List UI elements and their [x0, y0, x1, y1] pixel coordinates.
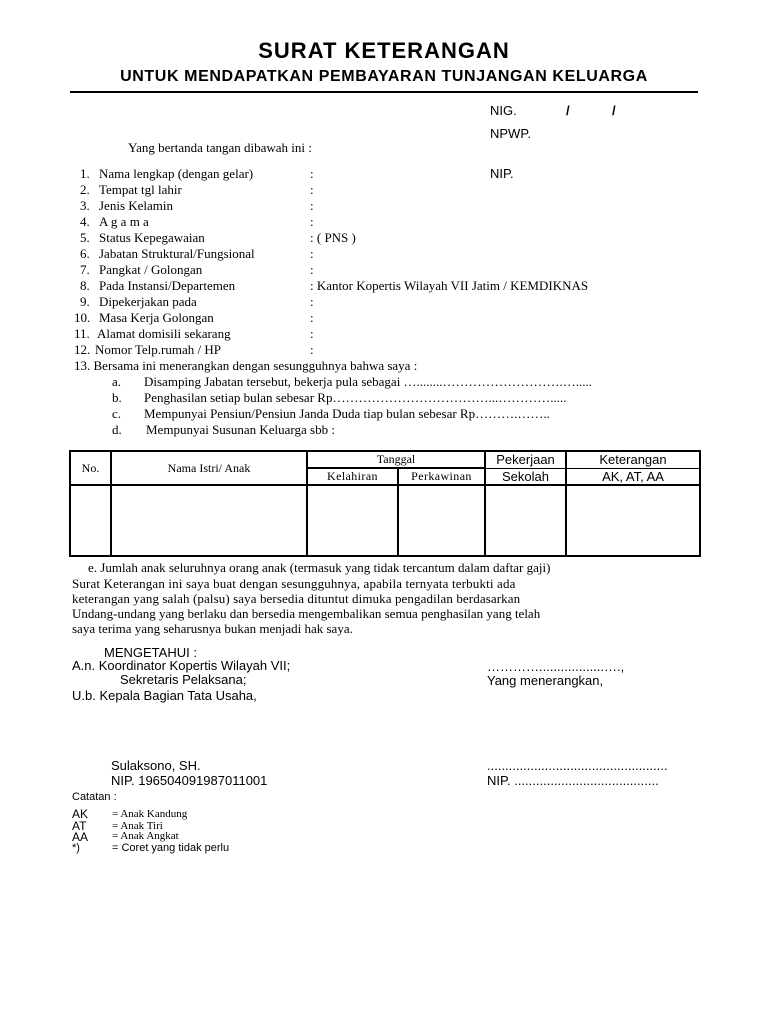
field-value: :: [310, 294, 314, 309]
nig-slash-2: /: [612, 103, 616, 118]
sub-item-letter: d.: [112, 422, 122, 437]
field-label: Pangkat / Golongan: [99, 262, 203, 277]
table-cell[interactable]: [398, 485, 485, 556]
declarant-role: Yang menerangkan,: [487, 673, 604, 688]
col-header-perkawinan: Perkawinan: [398, 468, 485, 485]
sub-item-letter: b.: [112, 390, 122, 405]
field-num: 5.: [80, 230, 90, 245]
col-header-tanggal: Tanggal: [307, 451, 485, 468]
notes-heading: Catatan :: [72, 791, 117, 803]
field-num: 12.: [74, 342, 91, 357]
note-desc: = Coret yang tidak perlu: [112, 842, 230, 854]
field-value: :: [310, 182, 314, 197]
field-value: :: [310, 166, 314, 181]
field-num: 4.: [80, 214, 90, 229]
field-value: :: [310, 342, 314, 357]
family-composition-table: [69, 450, 701, 557]
field-num: 6.: [80, 246, 90, 261]
signatory-line-1: A.n. Koordinator Kopertis Wilayah VII;: [72, 658, 291, 673]
document-title: SURAT KETERANGAN: [258, 38, 510, 63]
closing-line: Surat Keterangan ini saya buat dengan sesungguhnya, apabila ternyata terbukti ada: [72, 576, 516, 591]
npwp-label: NPWP.: [490, 126, 531, 141]
col-header-sekolah: Sekolah: [485, 468, 566, 485]
col-header-kelahiran: Kelahiran: [307, 468, 398, 485]
signatory-line-2: Sekretaris Pelaksana;: [120, 672, 247, 687]
signatory-name: Sulaksono, SH.: [111, 758, 201, 773]
field-num: 7.: [80, 262, 90, 277]
jumlah-anak-text: e. Jumlah anak seluruhnya orang anak (termasuk yang tidak tercantum dalam daftar gaji): [88, 560, 551, 575]
closing-line: Undang-undang yang berlaku dan bersedia mengembalikan semua penghasilan yang telah: [72, 606, 541, 621]
field-value: :: [310, 326, 314, 341]
field-value: : Kantor Kopertis Wilayah VII Jatim / KEMDIKNAS: [310, 278, 589, 293]
table-cell[interactable]: [111, 485, 307, 556]
nig-slash-1: /: [566, 103, 570, 118]
sub-item-text: Disamping Jabatan tersebut, bekerja pula sebagai …........……………………….….....: [144, 374, 593, 389]
field-num: 11.: [74, 326, 90, 341]
field-num: 3.: [80, 198, 90, 213]
field-value: :: [310, 310, 314, 325]
field-value: :: [310, 262, 314, 277]
field-num: 2.: [80, 182, 90, 197]
col-header-pekerjaan: Pekerjaan: [485, 451, 566, 468]
signatory-nip: NIP. 196504091987011001: [111, 773, 268, 788]
table-cell[interactable]: [566, 485, 700, 556]
field-label: A g a m a: [99, 214, 149, 229]
field-value: :: [310, 198, 314, 213]
nig-label: NIG.: [490, 103, 517, 118]
note-code: AK: [72, 807, 89, 821]
sub-item-text: Mempunyai Pensiun/Pensiun Janda Duda tiap bulan sebesar Rp……….……..: [144, 406, 550, 421]
table-cell[interactable]: [485, 485, 566, 556]
note-desc: = Anak Tiri: [112, 820, 163, 832]
field-label: Jabatan Struktural/Fungsional: [99, 246, 255, 261]
sub-item-text: Penghasilan setiap bulan sebesar Rp………………………………...………….....: [144, 390, 567, 405]
field-label: Tempat tgl lahir: [99, 182, 182, 197]
field-label: Masa Kerja Golongan: [99, 310, 214, 325]
nip-label: NIP.: [490, 166, 514, 181]
field-num: 10.: [74, 310, 91, 325]
field-label: Dipekerjakan pada: [99, 294, 197, 309]
signatory-line-3: U.b. Kepala Bagian Tata Usaha,: [72, 688, 257, 703]
col-header-keterangan: Keterangan: [566, 451, 700, 468]
sub-item-text: Mempunyai Susunan Keluarga sbb :: [146, 422, 335, 437]
field-label: Status Kepegawaian: [99, 230, 205, 245]
field-num: 9.: [80, 294, 90, 309]
table-cell[interactable]: [70, 485, 111, 556]
header-divider: [70, 91, 698, 93]
note-code: AT: [72, 819, 87, 833]
note-desc: = Anak Kandung: [112, 808, 188, 820]
document-subtitle: UNTUK MENDAPATKAN PEMBAYARAN TUNJANGAN KELUARGA: [120, 68, 648, 85]
mengetahui-label: MENGETAHUI :: [104, 645, 197, 660]
field-value: :: [310, 214, 314, 229]
table-cell[interactable]: [307, 485, 398, 556]
closing-line: saya terima yang seharusnya bukan menjadi hak saya.: [72, 621, 353, 636]
table-row: [70, 485, 700, 556]
col-header-name: Nama Istri/ Anak: [111, 451, 307, 485]
field-label: Jenis Kelamin: [99, 198, 174, 213]
col-header-keterangan-sub: AK, AT, AA: [566, 468, 700, 485]
field-label: Alamat domisili sekarang: [97, 326, 231, 341]
field-label: Nomor Telp.rumah / HP: [95, 342, 221, 357]
field-value: :: [310, 246, 314, 261]
field-num: 8.: [80, 278, 90, 293]
field-num: 1.: [80, 166, 90, 181]
note-desc: = Anak Angkat: [112, 830, 179, 842]
field-label: Nama lengkap (dengan gelar): [99, 166, 254, 181]
intro-text: Yang bertanda tangan dibawah ini :: [128, 140, 312, 155]
note-code: *): [72, 842, 80, 854]
field-label: Pada Instansi/Departemen: [99, 278, 236, 293]
declarant-name-line: ..................................................: [487, 758, 668, 773]
col-header-no: No.: [70, 451, 111, 485]
note-code: AA: [72, 830, 89, 844]
field-value: : ( PNS ): [310, 230, 356, 245]
sub-item-letter: a.: [112, 374, 122, 389]
statement-13: 13. Bersama ini menerangkan dengan sesungguhnya bahwa saya :: [74, 358, 418, 373]
closing-line: keterangan yang salah (palsu) saya bersedia dituntut dimuka pengadilan berdasarkan: [72, 591, 521, 606]
place-date-line: …………..................….,: [487, 659, 625, 674]
declarant-nip: NIP. ........................................: [487, 773, 659, 788]
sub-item-letter: c.: [112, 406, 122, 421]
